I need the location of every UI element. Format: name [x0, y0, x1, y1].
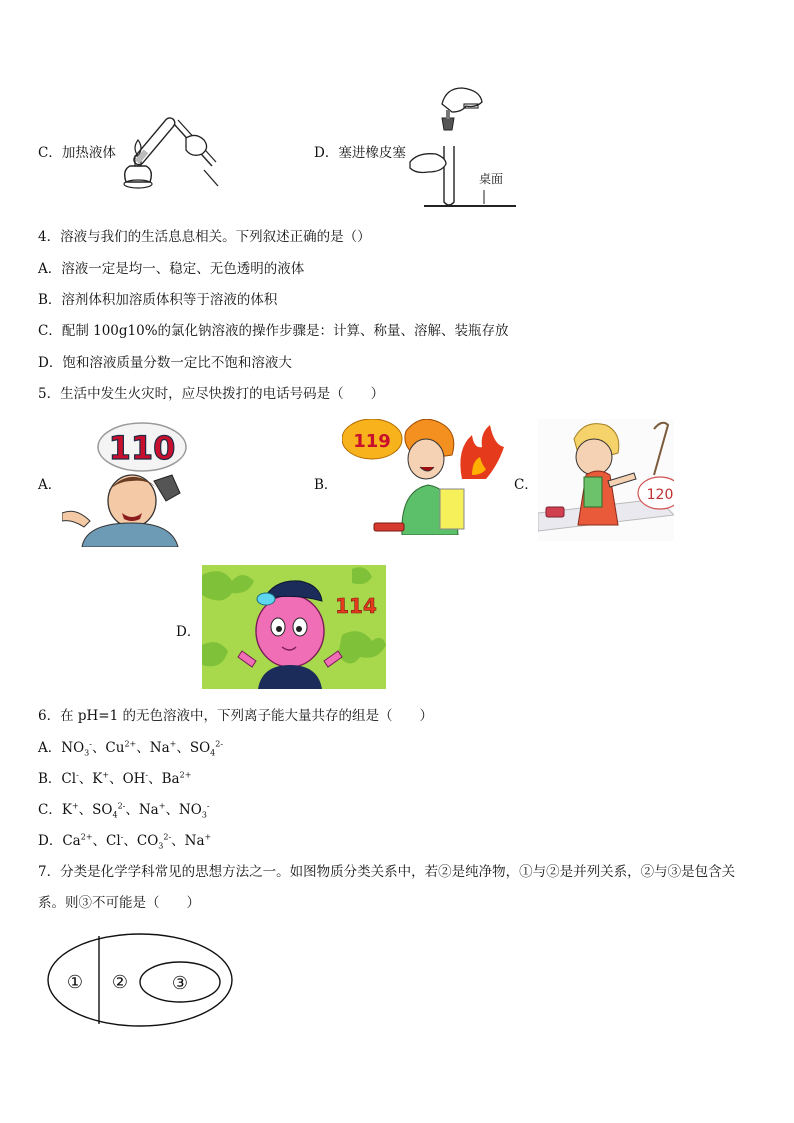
q5-option-a-label: A． [38, 477, 62, 493]
q4-option-c: C．配制 100g10%的氯化钠溶液的操作步骤是：计算、称量、溶解、装瓶存放 [38, 323, 509, 339]
q6-option-a-label: A． [38, 740, 62, 756]
q5-option-c-image [538, 419, 674, 541]
q6-option-a: A．$NO_3^-$、$Cu^{2+}$、Na+、$SO_4^{2-}$ [38, 739, 224, 758]
desk-label: 桌面 [479, 172, 504, 186]
q5-option-a-image [62, 419, 192, 547]
q6-option-d: D．$Ca^{2+}$、Cl-、$CO_3^{2-}$、Na+ [38, 832, 212, 851]
circle-3-label: ③ [171, 973, 189, 994]
q5-option-b-image [342, 419, 504, 535]
circle-2-label: ② [111, 972, 129, 993]
q4-option-b: B．溶剂体积加溶质体积等于溶液的体积 [38, 292, 278, 308]
q5-option-d-image [202, 565, 386, 689]
q6-option-b-label: B． [38, 771, 62, 787]
q4-stem: 4．溶液与我们的生活息息相关。下列叙述正确的是（） [38, 229, 371, 245]
q4-option-d: D．饱和溶液质量分数一定比不饱和溶液大 [38, 355, 292, 371]
q6-option-c-label: C． [38, 802, 62, 818]
number-114-text: 114 [335, 594, 377, 618]
q4-option-a: A．溶液一定是均一、稳定、无色透明的液体 [38, 261, 305, 277]
q7-stem-line1: 7．分类是化学学科常见的思想方法之一。如图物质分类关系中，若②是纯净物，①与②是并列关系，②与③是包含关 [38, 864, 736, 880]
classification-diagram [44, 930, 238, 1030]
q6-option-d-label: D． [38, 833, 63, 849]
q5-option-b-label: B． [314, 477, 338, 493]
q5-option-d-label: D． [176, 624, 201, 640]
q3-option-d-label: D．塞进橡皮塞 [314, 145, 406, 161]
q6-option-b: B．Cl-、K+、OH-、$Ba^{2+}$ [38, 770, 192, 787]
q3-option-c-label: C．加热液体 [38, 145, 116, 161]
number-119-text: 119 [353, 431, 391, 452]
q6-option-c: C．K+、$SO_4^{2-}$、Na+、$NO_3^-$ [38, 801, 210, 820]
rubber-stopper-illustration [408, 82, 518, 212]
heating-liquid-illustration [116, 104, 220, 196]
circle-1-label: ① [66, 972, 84, 993]
number-120-text: 120 [646, 487, 674, 503]
number-110-text: 110 [108, 429, 176, 467]
q5-option-c-label: C． [514, 477, 538, 493]
q7-stem-line2: 系。则③不可能是（ ） [38, 895, 200, 911]
q5-stem: 5．生活中发生火灾时，应尽快拨打的电话号码是（ ） [38, 386, 385, 402]
q6-stem: 6．在 pH=1 的无色溶液中，下列离子能大量共存的组是（ ） [38, 708, 433, 724]
